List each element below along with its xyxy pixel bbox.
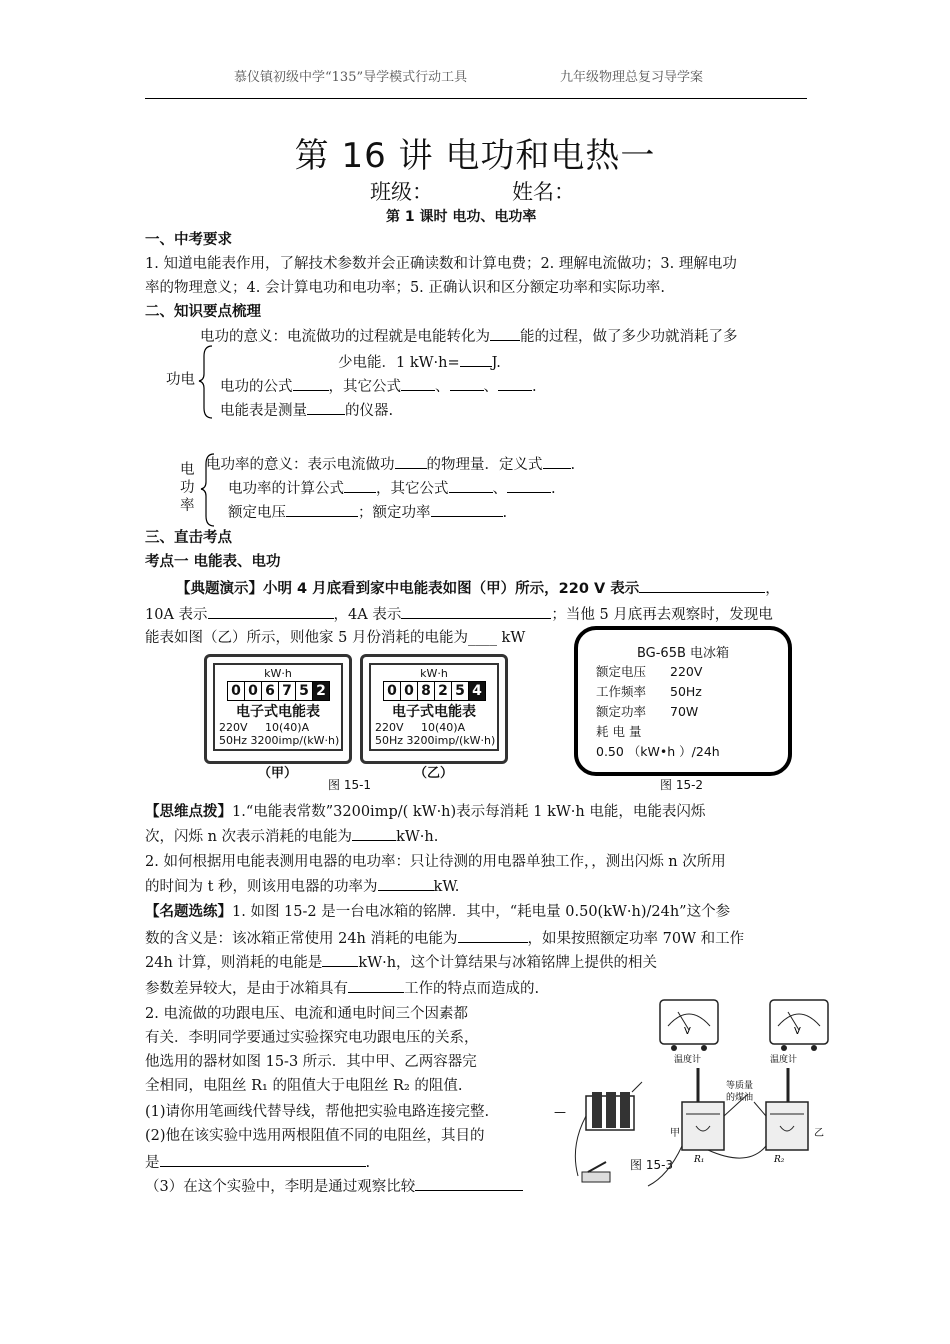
meter-spec-2: 50Hz 3200imp/(kW·h) xyxy=(375,734,496,747)
digit: 8 xyxy=(417,681,435,701)
digit: 7 xyxy=(278,681,296,701)
meter-unit: kW·h xyxy=(420,667,448,680)
digit: 2 xyxy=(434,681,452,701)
question2-line-3: 他选用的器材如图 15-3 所示．其中甲、乙两容器完 xyxy=(145,1054,477,1070)
practice-line-4: 参数差异较大，是由于冰箱具有 工作的特点而造成的. xyxy=(145,976,539,1001)
practice-line-3: 24h 计算，则消耗的电能是 kW·h，这个计算结果与冰箱铭牌上提供的相关 xyxy=(145,950,657,975)
digit: 0 xyxy=(400,681,418,701)
question2-line-2: 有关．李明同学要通过实验探究电功跟电压的关系， xyxy=(145,1030,479,1046)
svg-text:V: V xyxy=(794,1026,801,1037)
requirement-line-1: 1. 知道电能表作用，了解技术参数并会正确读数和计算电费；2. 理解电流做功；3. 理解电功 xyxy=(145,256,737,272)
nameplate-consumption-label: 耗 电 量 xyxy=(596,724,642,739)
work-meter-line: 电能表是测量 的仪器. xyxy=(220,398,393,423)
page-title: 第 16 讲 电功和电热一 xyxy=(294,136,656,176)
figure-caption-15-1: 图 15-1 xyxy=(328,778,372,792)
voltmeter-icon xyxy=(770,1000,828,1051)
container-jia xyxy=(682,1102,724,1150)
thinking-line-4: 的时间为 t 秒，则该用电器的功率为 kW. xyxy=(145,874,459,899)
meter-name: 电子式电能表 xyxy=(236,704,320,720)
power-meaning-line: 电功率的意义：表示电流做功 的物理量．定义式 . xyxy=(206,452,575,477)
svg-text:—: — xyxy=(554,1105,566,1119)
practice-line-2: 数的含义是：该冰箱正常使用 24h 消耗的电能为 ，如果按照额定功率 70W 和工作 xyxy=(145,926,744,951)
rated-line: 额定电压 ；额定功率 . xyxy=(228,500,507,525)
digit: 5 xyxy=(451,681,469,701)
meter-digits xyxy=(375,680,493,701)
figure-caption-15-3: 图 15-3 xyxy=(630,1158,674,1172)
question2-line-6: (2)他在该实验中选用两根阻值不同的电阻丝，其目的 xyxy=(145,1128,485,1144)
digit: 6 xyxy=(261,681,279,701)
power-group-label-1: 电 xyxy=(180,462,195,478)
section-heading-3: 三、直击考点 xyxy=(145,530,232,546)
work-unit-line: 少电能．1 kW·h= J. xyxy=(338,350,501,375)
question2-line-1: 2. 电流做的功跟电压、电流和通电时间三个因素都 xyxy=(145,1006,468,1022)
class-label: 班级： xyxy=(370,180,433,204)
question2-line-7: 是 . xyxy=(145,1150,370,1175)
meter-unit: kW·h xyxy=(264,667,292,680)
lesson-title: 第 1 课时 电功、电功率 xyxy=(386,209,537,225)
digit: 2 xyxy=(312,681,330,701)
work-formula-line: 电功的公式 ，其它公式 、 、 . xyxy=(220,374,537,399)
digit: 5 xyxy=(295,681,313,701)
container-yi xyxy=(766,1102,808,1150)
meter-name: 电子式电能表 xyxy=(392,704,476,720)
thermometer-label: 温度计 xyxy=(674,1055,702,1065)
meter-tag-jia: （甲） xyxy=(258,766,298,781)
thinking-line-3: 2. 如何根据用电能表测用电器的电功率：只让待测的用电器单独工作，，测出闪烁 n 次所用 xyxy=(145,854,726,870)
digit: 0 xyxy=(244,681,262,701)
nameplate-consumption-value: 0.50 （kW•h ）/24h xyxy=(596,744,720,759)
electric-meter-yi xyxy=(360,654,508,764)
header-left: 慕仪镇初级中学“135”导学模式行动工具 xyxy=(234,70,468,85)
nameplate-row: 额定电压 220V xyxy=(596,664,703,679)
nameplate-rows xyxy=(596,662,720,762)
tag-jia: 甲 xyxy=(670,1128,680,1139)
figure-caption-15-2: 图 15-2 xyxy=(660,778,704,792)
digit: 0 xyxy=(227,681,245,701)
electric-meter-jia xyxy=(204,654,352,764)
demo-line-3: 能表如图（乙）所示，则他家 5 月份消耗的电能为____ kW xyxy=(145,630,526,646)
tag-yi: 乙 xyxy=(814,1128,824,1139)
oil-label: 的煤油 xyxy=(726,1093,754,1103)
header-rule xyxy=(145,98,807,99)
nameplate-row: 额定功率 70W xyxy=(596,704,699,719)
thinking-line-2: 次，闪烁 n 次表示消耗的电能为 kW·h. xyxy=(145,824,438,849)
question2-line-4: 全相同，电阻丝 R₁ 的阻值大于电阻丝 R₂ 的阻值. xyxy=(145,1078,463,1094)
meter-spec-1: 220V 10(40)A xyxy=(219,721,310,734)
nameplate-row: 工作频率 50Hz xyxy=(596,684,702,699)
practice-line-1: 【名题选练】1. 如图 15-2 是一台电冰箱的铭牌．其中，“耗电量 0.50(kW·h)/24h”这个参 xyxy=(145,904,731,920)
meter-spec-1: 220V 10(40)A xyxy=(375,721,466,734)
nameplate-title: BG-65B 电冰箱 xyxy=(636,646,730,661)
demo-line-2: 10A 表示 ，4A 表示 ；当他 5 月底再去观察时，发现电 xyxy=(145,602,773,627)
header-right: 九年级物理总复习导学案 xyxy=(560,70,704,85)
thermometer-label: 温度计 xyxy=(770,1055,798,1065)
question2-line-8: （3）在这个实验中，李明是通过观察比较 xyxy=(145,1174,523,1199)
thinking-line-1: 【思维点拨】1.“电能表常数”3200imp/( kW·h)表示每消耗 1 kW·h 电能，电能表闪烁 xyxy=(145,804,706,820)
oil-label: 等质量 xyxy=(726,1081,754,1091)
meter-spec-2: 50Hz 3200imp/(kW·h) xyxy=(219,734,340,747)
digit: 0 xyxy=(383,681,401,701)
work-brace xyxy=(198,344,214,420)
switch-icon xyxy=(582,1162,610,1182)
digit: 4 xyxy=(468,681,486,701)
power-group-label-3: 率 xyxy=(180,498,195,514)
work-meaning-line: 电功的意义：电流做功的过程就是电能转化为 能的过程，做了多少功就消耗了多 xyxy=(200,324,738,349)
exam-point-1: 考点一 电能表、电功 xyxy=(145,554,281,570)
apparatus-figure xyxy=(548,996,838,1192)
requirement-line-2: 率的物理意义；4. 会计算电功和电功率；5. 正确认识和区分额定功率和实际功率. xyxy=(145,280,665,296)
meter-tag-yi: （乙） xyxy=(414,766,454,781)
fridge-nameplate xyxy=(574,626,792,776)
demo-line-1: 【典题演示】小明 4 月底看到家中电能表如图（甲）所示，220 V 表示 ， xyxy=(176,576,780,601)
voltmeter-icon xyxy=(660,1000,718,1051)
work-group-label: 功电 xyxy=(166,372,195,388)
name-label: 姓名： xyxy=(512,180,575,204)
power-brace xyxy=(200,452,216,528)
power-group-label-2: 功 xyxy=(180,480,195,496)
r2-label: R₂ xyxy=(774,1155,785,1165)
r1-label: R₁ xyxy=(694,1155,705,1165)
power-formula-line: 电功率的计算公式 ，其它公式 、 . xyxy=(228,476,556,501)
meter-digits xyxy=(219,680,337,701)
section-heading-2: 二、知识要点梳理 xyxy=(145,304,261,320)
svg-text:V: V xyxy=(684,1026,691,1037)
section-heading-1: 一、中考要求 xyxy=(145,232,232,248)
battery-icon xyxy=(586,1082,642,1130)
question2-line-5: (1)请你用笔画线代替导线，帮他把实验电路连接完整. xyxy=(145,1104,490,1120)
